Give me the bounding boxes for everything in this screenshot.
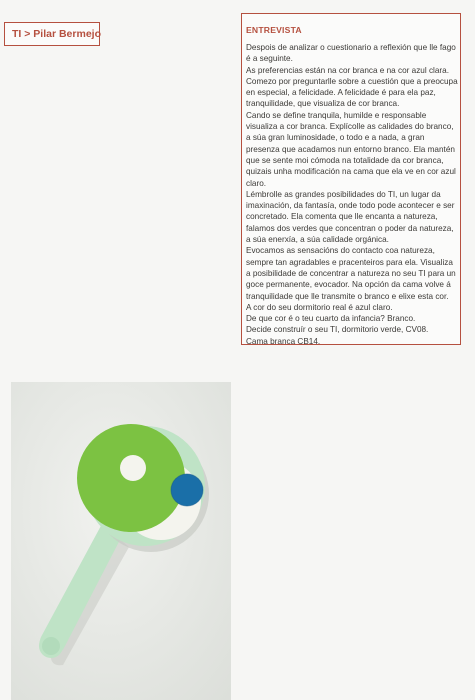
- interview-paragraph: Lémbrolle as grandes posibilidades do TI, un lugar da imaxinación, da fantasía, onde todo pode acontecer e ser concretado. Ela comenta que lle encanta a natureza, falamos dos verdes que concentran o poder da natureza, a súa enerxía, a súa calidade orgánica.: [246, 189, 455, 245]
- handle-end-shade: [42, 637, 60, 655]
- sculpture-illustration: [11, 382, 231, 700]
- interview-paragraph: De que cor é o teu cuarto da infancia? Branco.: [246, 314, 416, 324]
- interview-paragraph: Comezo por preguntarlle sobre a cuestión que a preocupa en especial, a felicidade. A felicidade é para ela paz, tranquilidade, que visualiza de cor branca.: [246, 76, 458, 109]
- interview-paragraph: Cama branca CB14.: [246, 336, 321, 346]
- interview-heading: ENTREVISTA: [246, 25, 302, 35]
- interview-paragraph: As preferencias están na cor branca e na cor azul clara.: [246, 65, 449, 75]
- interview-body: [246, 42, 458, 347]
- interview-box: [241, 13, 461, 345]
- interview-paragraph: Despois de analizar o cuestionario a reflexión que lle fago é a seguinte.: [246, 43, 456, 64]
- interview-paragraph: Decide construír o seu TI, dormitorio verde, CV08.: [246, 325, 429, 335]
- interview-paragraph: Evocamos as sensacións do contacto coa natureza, sempre tan agradables e pracenteiros para ela. Visualiza a posibilidade de concentrar a natureza no seu TI para un goce permanente, evocador. Na opción da cama volve á tranquilidade que lle transmite o branco e elixe esta cor.: [246, 246, 456, 301]
- sculpture-photo: [11, 382, 231, 700]
- white-knob: [120, 455, 146, 481]
- section-tag-label: TI > Pilar Bermejo: [12, 28, 101, 40]
- interview-paragraph: A cor do seu dormitorio real é azul claro.: [246, 302, 393, 312]
- section-tag: [4, 22, 100, 46]
- interview-paragraph: Cando se define tranquila, humilde e responsable visualiza a cor branca. Explícolle as calidades do branco, a súa gran luminosidade, o todo e a nada, a gran presenza que acadamos nun entorno branco. Ela mantén que se sente moi cómoda na totalidade da cor branca, quizais unha modificación na cama que ela ve en cor azul claro.: [246, 110, 456, 188]
